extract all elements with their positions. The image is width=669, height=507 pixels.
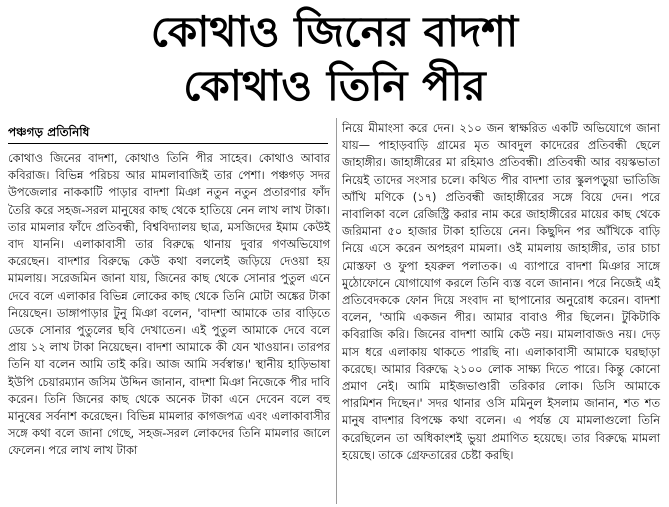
- headline: [0, 4, 669, 114]
- article-column-right: [342, 120, 660, 464]
- article-column-left: [8, 150, 330, 460]
- byline: পঞ্চগড় প্রতিনিধি: [8, 125, 90, 139]
- headline-line-2: কোথাও তিনি পীর: [183, 61, 486, 110]
- column-divider: [336, 118, 337, 504]
- headline-line-1: কোথাও জিনের বাদশা: [150, 7, 519, 56]
- article-text-right: নিয়ে মীমাংসা করে দেন। ২১০ জন স্বাক্ষরিত একটি অভিযোগে জানা যায়— পাহাড়বাড়ি গ্রামের মৃত আবদুল কাদেরের প্রতিবন্ধী ছেলে জাহাঙ্গীর। জাহাঙ্গীরের মা রহিমাও প্রতিবন্ধী। প্রতিবন্ধী আর বয়স্কভাতা নিয়েই তাদের সংসার চলে। কথিত পীর বাদশা তার স্কুলপড়ুয়া ভাতিজি আঁখি মণিকে (১৭) প্রতিবন্ধী জাহাঙ্গীরের সঙ্গে বিয়ে দেন। পরে নাবালিকা বলে রেজিস্ট্রি করার নাম করে জাহাঙ্গীরের মায়ের কাছ থেকে জরিমানা ৫০ হাজার টাকা হাতিয়ে নেন। কিছুদিন পর আঁখিকে বাড়ি নিয়ে এসে করেন অপহরণ মামলা। ওই মামলায় জাহাঙ্গীর, তার চাচা মোস্তফা ও ফুপা হযরুল পলাতক। এ ব্যাপারে বাদশা মিঞার সাঙ্গে মুঠোফোনে যোগাযোগ করলে তিনি ব্যস্ত বলে জানান। পরে নিজেই এই প্রতিবেদককে ফোন দিয়ে সংবাদ না ছাপানোর অনুরোধ করেন। বাদশা বলেন, 'আমি একজন পীর। আমার বাবাও পীর ছিলেন। টুকিটাকি কবিরাজি করি। জিনের বাদশা আমি কেউ নয়। মামলাবাজও নয়। দেড় মাস ধরে এলাকায় থাকতে পারছি না। এলাকাবাসী আমাকে ঘরছাড়া করেছে। আমার বিরুদ্ধে ২১০০ লোক সাক্ষ্য দিতে পারে। কিন্তু কোনো প্রমাণ নেই। আমি মাইজভাণ্ডারী তরিকার লোক। ডিসি আমাকে পারমিশন দিছেন।' সদর থানার ওসি মমিনুল ইসলাম জানান, শত শত মানুষ বাদশার বিপক্ষে কথা বলেন। এ পর্যন্ত যে মামলাগুলো তিনি করেছিলেন তা অধিকাংশই ভুয়া প্রমাণিত হয়েছে। তার বিরুদ্ধে মামলা হয়েছে। তাকে গ্রেফতারের চেষ্টা করছি।: [342, 121, 660, 462]
- article-text-left: কোথাও জিনের বাদশা, কোথাও তিনি পীর সাহেব। কোথাও আবার কবিরাজ। বিভিন্ন পরিচয় আর মামলাবাজিই তার পেশা। পঞ্চগড় সদর উপজেলার নাককাটি পাড়ার বাদশা মিঞা নতুন নতুন প্রতারণার ফাঁদ তৈরি করে সহজ-সরল মানুষের কাছ থেকে হাতিয়ে নেন লাখ লাখ টাকা। তার মামলার ফাঁদে প্রতিবন্ধী, বিশ্ববিদ্যালয় ছাত্র, মসজিদের ইমাম কেউই বাদ যাননি। এলাকাবাসী তার বিরুদ্ধে থানায় দুবার গণঅভিযোগ করেছেন। বাদশার বিরুদ্ধে কেউ কথা বললেই জড়িয়ে দেওয়া হয় মামলায়। সরেজমিন জানা যায়, জিনের কাছ থেকে সোনার পুতুল এনে দেবে বলে এলাকার বিভিন্ন লোকের কাছ থেকে তিনি মোটা অঙ্কের টাকা নিয়েছেন। ডাঙ্গাপাড়ার টুনু মিঞা বলেন, 'বাদশা আমাকে তার বাড়িতে ডেকে সোনার পুতুলের ছবি দেখাতেন। এই পুতুল আমাকে দেবে বলে প্রায় ১২ লাখ টাকা নিয়েছেন। বাদশা আমাকে কী যেন খাওয়ান। তারপর তিনি যা বলেন আমি তাই করি। আজ আমি সর্বস্বান্ত।' স্থানীয় হাড়িভাষা ইউপি চেয়ারম্যান জসিম উদ্দিন জানান, বাদশা মিঞা নিজেকে পীর দাবি করেন। তিনি জিনের কাছ থেকে অনেক টাকা এনে দেবেন বলে বহু মানুষের সর্বনাশ করেছেন। বিভিন্ন মামলার কাগজপত্র এবং এলাকাবাসীর সঙ্গে কথা বলে জানা গেছে, সহজ-সরল লোকদের তিনি মামলার জালে ফেলেন। পরে লাখ লাখ টাকা: [8, 151, 330, 458]
- byline-rule: [8, 143, 328, 144]
